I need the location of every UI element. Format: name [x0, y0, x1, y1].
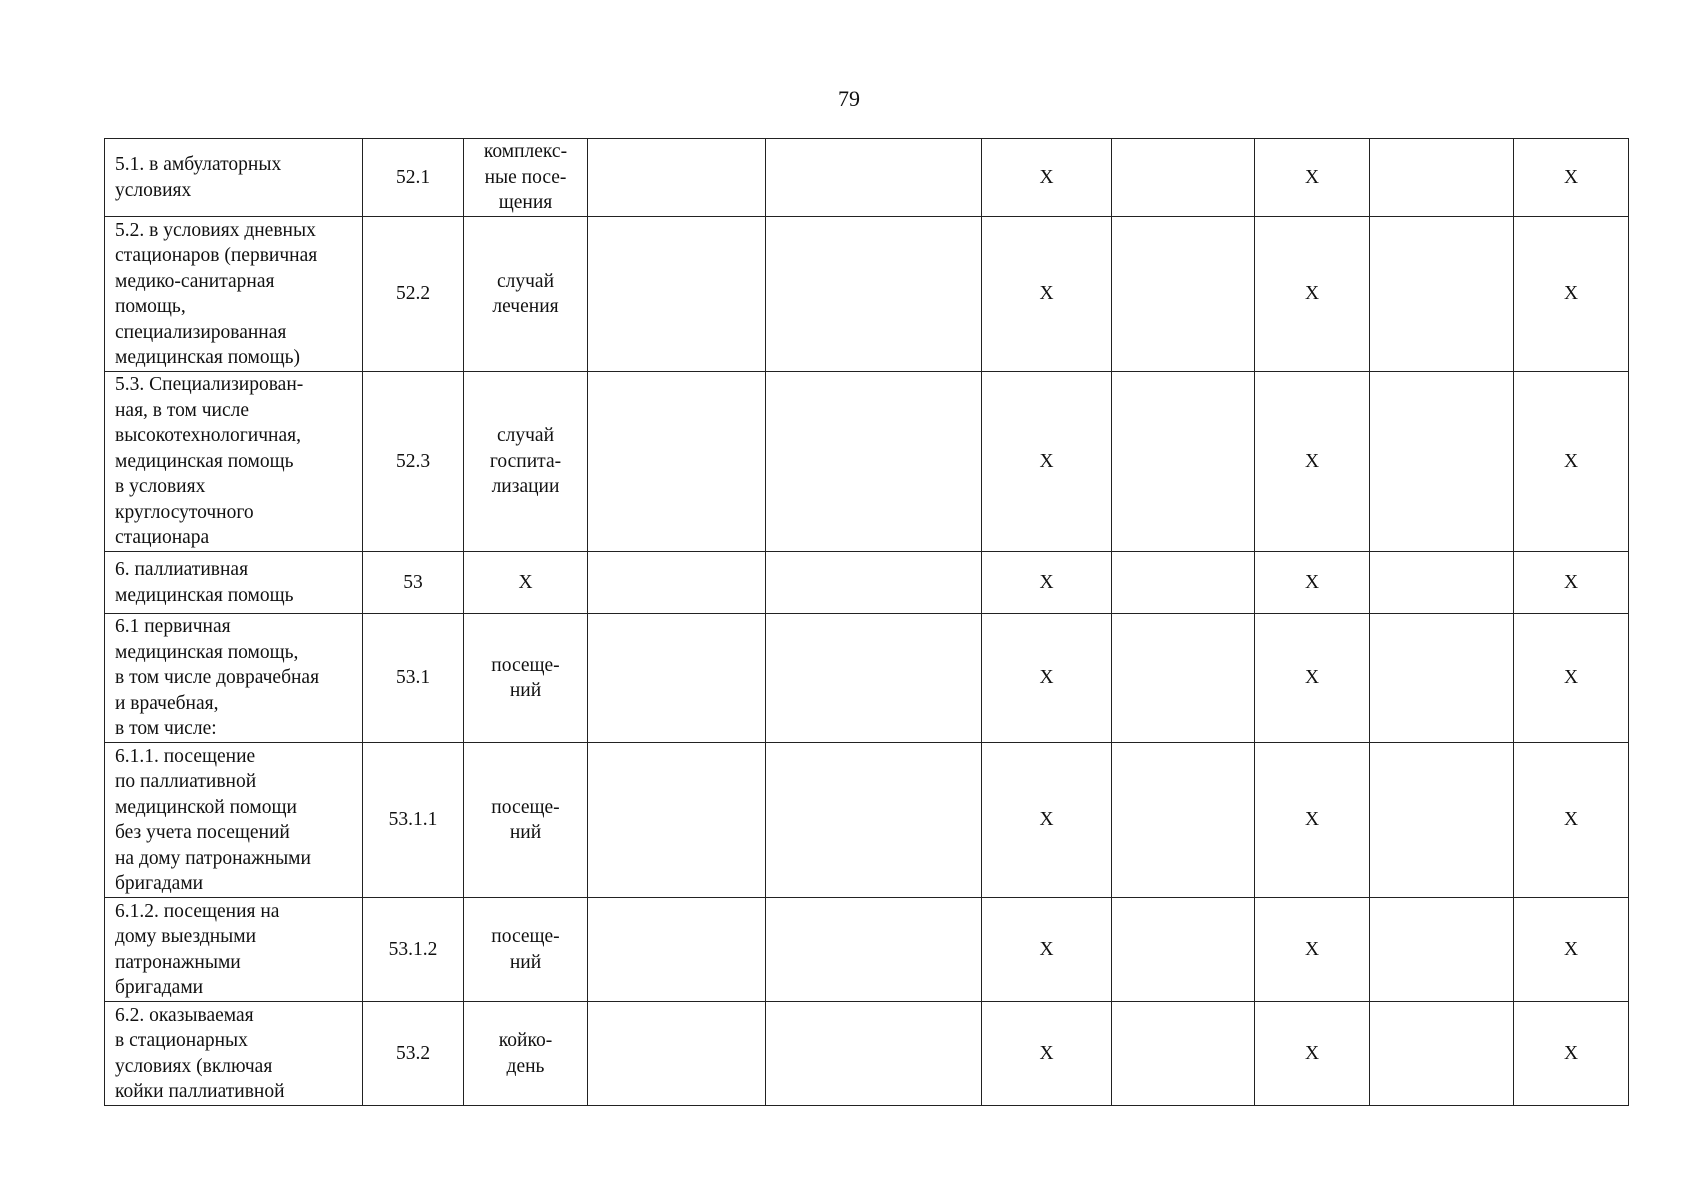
value-cell-col-8: X — [1255, 1002, 1370, 1106]
row-name-line: условиях — [115, 179, 192, 201]
row-name-cell — [105, 614, 363, 743]
row-name-line: помощь, — [115, 296, 186, 317]
value-cell-col-6: X — [982, 372, 1112, 552]
row-code-cell: 52.2 — [363, 217, 464, 372]
row-unit-line: ные посе- — [484, 166, 567, 188]
row-unit-line: день — [506, 1055, 545, 1077]
value-cell-col-5 — [766, 1002, 982, 1106]
row-name-line: в стационарных — [115, 1030, 248, 1051]
row-unit-line: посеще- — [491, 796, 560, 818]
row-name-line: ная, в том числе — [115, 399, 250, 421]
value-cell-col-5 — [766, 614, 982, 743]
row-name-line: койки паллиативной — [115, 1081, 285, 1102]
row-name-cell — [105, 743, 363, 898]
value-cell-col-4 — [588, 898, 766, 1002]
row-name-line: и врачебная, — [115, 692, 219, 714]
value-cell-col-9 — [1370, 372, 1514, 552]
row-name-line: специализированная — [115, 321, 287, 343]
row-name-line: 5.2. в условиях дневных — [115, 219, 316, 241]
table-row — [105, 898, 1629, 1002]
value-cell-col-8: X — [1255, 217, 1370, 372]
row-name-line: в том числе доврачебная — [115, 667, 320, 689]
row-name-cell — [105, 552, 363, 614]
row-unit-line: ний — [509, 680, 542, 701]
row-unit-cell — [464, 1002, 588, 1106]
row-name-line: бригадами — [115, 977, 204, 998]
row-code-cell: 53 — [363, 552, 464, 614]
row-unit-cell — [464, 743, 588, 898]
row-name-line: дому выездными — [115, 926, 257, 947]
table-row — [105, 614, 1629, 743]
row-unit-cell — [464, 217, 588, 372]
value-cell-col-8: X — [1255, 898, 1370, 1002]
value-cell-col-8: X — [1255, 139, 1370, 217]
row-name-cell — [105, 1002, 363, 1106]
row-name-line: бригадами — [115, 873, 204, 894]
value-cell-col-5 — [766, 217, 982, 372]
value-cell-col-7 — [1112, 1002, 1255, 1106]
row-unit-line: посеще- — [491, 654, 560, 676]
row-unit-line: ний — [509, 822, 542, 843]
row-name-line: стационаров (первичная — [115, 245, 318, 266]
value-cell-col-8: X — [1255, 552, 1370, 614]
row-name-line: круглосуточного — [115, 501, 254, 523]
value-cell-col-9 — [1370, 614, 1514, 743]
row-unit-line: лечения — [492, 296, 559, 317]
row-name-line: медицинская помощь — [115, 584, 294, 606]
row-code-cell: 53.1.1 — [363, 743, 464, 898]
page-number: 79 — [838, 86, 860, 111]
row-name-line: высокотехнологичная, — [115, 425, 301, 447]
data-table — [104, 138, 1629, 1106]
value-cell-col-4 — [588, 217, 766, 372]
row-name-line: 6.1.2. посещения на — [115, 900, 280, 922]
row-name-line: патронажными — [115, 951, 241, 973]
value-cell-col-5 — [766, 372, 982, 552]
row-code-cell: 52.1 — [363, 139, 464, 217]
row-unit-line: ний — [509, 951, 542, 973]
row-code-cell: 53.2 — [363, 1002, 464, 1106]
row-name-cell — [105, 898, 363, 1002]
row-name-cell — [105, 372, 363, 552]
value-cell-col-5 — [766, 743, 982, 898]
row-unit-line: койко- — [498, 1030, 553, 1051]
row-unit-line: госпита- — [489, 450, 562, 472]
value-cell-col-7 — [1112, 139, 1255, 217]
value-cell-col-4 — [588, 372, 766, 552]
row-name-line: 5.1. в амбулаторных — [115, 154, 282, 175]
value-cell-col-4 — [588, 743, 766, 898]
row-name-line: на дому патронажными — [115, 847, 311, 869]
row-name-line: 6. паллиативная — [115, 559, 249, 580]
row-unit-cell — [464, 552, 588, 614]
table-row — [105, 552, 1629, 614]
value-cell-col-4 — [588, 139, 766, 217]
value-cell-col-10: X — [1514, 743, 1629, 898]
value-cell-col-6: X — [982, 898, 1112, 1002]
value-cell-col-10: X — [1514, 898, 1629, 1002]
row-name-line: стационара — [115, 527, 210, 549]
row-name-line: 6.1 первичная — [115, 616, 231, 638]
value-cell-col-10: X — [1514, 372, 1629, 552]
value-cell-col-4 — [588, 1002, 766, 1106]
row-unit-line: лизации — [491, 476, 560, 498]
table-row — [105, 743, 1629, 898]
value-cell-col-9 — [1370, 552, 1514, 614]
table-row — [105, 217, 1629, 372]
row-unit-line: случай — [496, 270, 555, 292]
value-cell-col-6: X — [982, 743, 1112, 898]
value-cell-col-4 — [588, 552, 766, 614]
row-unit-cell — [464, 139, 588, 217]
row-name-line: в том числе: — [115, 718, 217, 740]
row-code-cell: 53.1.2 — [363, 898, 464, 1002]
row-name-cell — [105, 139, 363, 217]
value-cell-col-9 — [1370, 743, 1514, 898]
value-cell-col-7 — [1112, 372, 1255, 552]
row-name-line: медицинская помощь — [115, 450, 294, 472]
value-cell-col-6: X — [982, 1002, 1112, 1106]
value-cell-col-7 — [1112, 552, 1255, 614]
value-cell-col-5 — [766, 139, 982, 217]
value-cell-col-5 — [766, 552, 982, 614]
value-cell-col-6: X — [982, 139, 1112, 217]
row-unit-cell — [464, 372, 588, 552]
value-cell-col-8: X — [1255, 372, 1370, 552]
row-name-line: медицинской помощи — [115, 796, 297, 818]
row-unit-cell — [464, 898, 588, 1002]
row-unit-cell — [464, 614, 588, 743]
row-code-cell: 52.3 — [363, 372, 464, 552]
table-row — [105, 139, 1629, 217]
value-cell-col-10: X — [1514, 139, 1629, 217]
value-cell-col-4 — [588, 614, 766, 743]
value-cell-col-7 — [1112, 614, 1255, 743]
value-cell-col-8: X — [1255, 743, 1370, 898]
value-cell-col-9 — [1370, 217, 1514, 372]
value-cell-col-10: X — [1514, 217, 1629, 372]
value-cell-col-9 — [1370, 1002, 1514, 1106]
table-row — [105, 372, 1629, 552]
row-name-line: медицинская помощь) — [115, 347, 301, 368]
value-cell-col-10: X — [1514, 552, 1629, 614]
row-unit-line: щения — [498, 192, 553, 214]
row-name-line: 6.1.1. посещение — [115, 745, 256, 767]
value-cell-col-10: X — [1514, 614, 1629, 743]
row-unit-line: комплекс- — [483, 141, 568, 163]
value-cell-col-7 — [1112, 217, 1255, 372]
value-cell-col-10: X — [1514, 1002, 1629, 1106]
value-cell-col-9 — [1370, 898, 1514, 1002]
row-name-line: в условиях — [115, 476, 206, 498]
value-cell-col-9 — [1370, 139, 1514, 217]
value-cell-col-8: X — [1255, 614, 1370, 743]
row-name-line: медицинская помощь, — [115, 641, 299, 663]
table-row — [105, 1002, 1629, 1106]
row-name-line: 5.3. Специализирован- — [115, 374, 304, 396]
row-unit-line: X — [518, 571, 533, 593]
row-name-line: условиях (включая — [115, 1055, 273, 1077]
value-cell-col-6: X — [982, 217, 1112, 372]
row-name-line: 6.2. оказываемая — [115, 1004, 254, 1026]
value-cell-col-7 — [1112, 898, 1255, 1002]
row-name-line: по паллиативной — [115, 771, 257, 792]
value-cell-col-6: X — [982, 552, 1112, 614]
row-unit-line: посеще- — [491, 926, 560, 947]
row-name-line: без учета посещений — [115, 822, 290, 843]
row-unit-line: случай — [496, 425, 555, 447]
row-name-cell — [105, 217, 363, 372]
value-cell-col-6: X — [982, 614, 1112, 743]
value-cell-col-7 — [1112, 743, 1255, 898]
row-name-line: медико-санитарная — [115, 270, 275, 292]
row-code-cell: 53.1 — [363, 614, 464, 743]
value-cell-col-5 — [766, 898, 982, 1002]
